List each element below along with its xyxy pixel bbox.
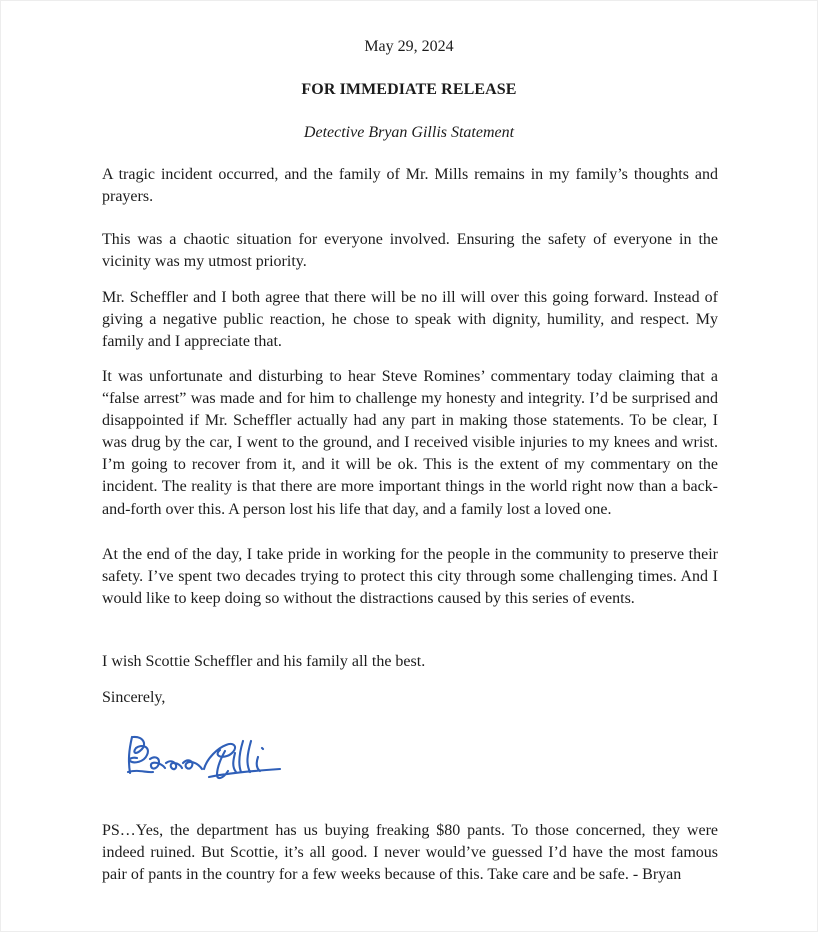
paragraph-2: This was a chaotic situation for everyone involved. Ensuring the safety of everyone in the vicinity was my utmost priority.	[102, 231, 718, 270]
closing-line: Sincerely,	[102, 689, 166, 706]
paragraph-4: It was unfortunate and disturbing to hear Steve Romines’ commentary today claiming that a “false arrest” was made and for him to challenge my honesty and integrity. I’d be surprised and disappointed if Mr. Scheffler actually had any part in making those statements. To be clear, I was drug by the car, I went to the ground, and I received visible injuries to my knees and wrist. I’m going to recover from it, and it will be ok. This is the extent of my commentary on the incident. The reality is that there are more important things in the world right now than a back-and-forth over this. A person lost his life that day, and a family lost a loved one.	[102, 368, 718, 518]
paragraph-3: Mr. Scheffler and I both agree that there will be no ill will over this going forward. Instead of giving a negative public reaction, he chose to speak with dignity, humility, and respect. My family and I appreciate that.	[102, 289, 718, 350]
paragraph-5: At the end of the day, I take pride in working for the people in the community to preserve their safety. I’ve spent two decades trying to protect this city through some challenging times. And I would like to keep doing so without the distractions caused by this series of events.	[102, 546, 718, 607]
statement-subtitle: Detective Bryan Gillis Statement	[303, 124, 515, 141]
ps-note: PS…Yes, the department has us buying freaking $80 pants. To those concerned, they were indeed ruined. But Scottie, it’s all good. I never would’ve guessed I’d have the most famous pair of pants in the country for a few weeks because of this. Take care and be safe. - Bryan	[102, 822, 718, 883]
release-heading: FOR IMMEDIATE RELEASE	[301, 81, 517, 98]
handwritten-signature	[116, 730, 296, 792]
letter-date: May 29, 2024	[364, 38, 454, 55]
paragraph-6: I wish Scottie Scheffler and his family all the best.	[102, 653, 426, 670]
paragraph-1: A tragic incident occurred, and the family of Mr. Mills remains in my family’s thoughts and prayers.	[102, 166, 718, 205]
